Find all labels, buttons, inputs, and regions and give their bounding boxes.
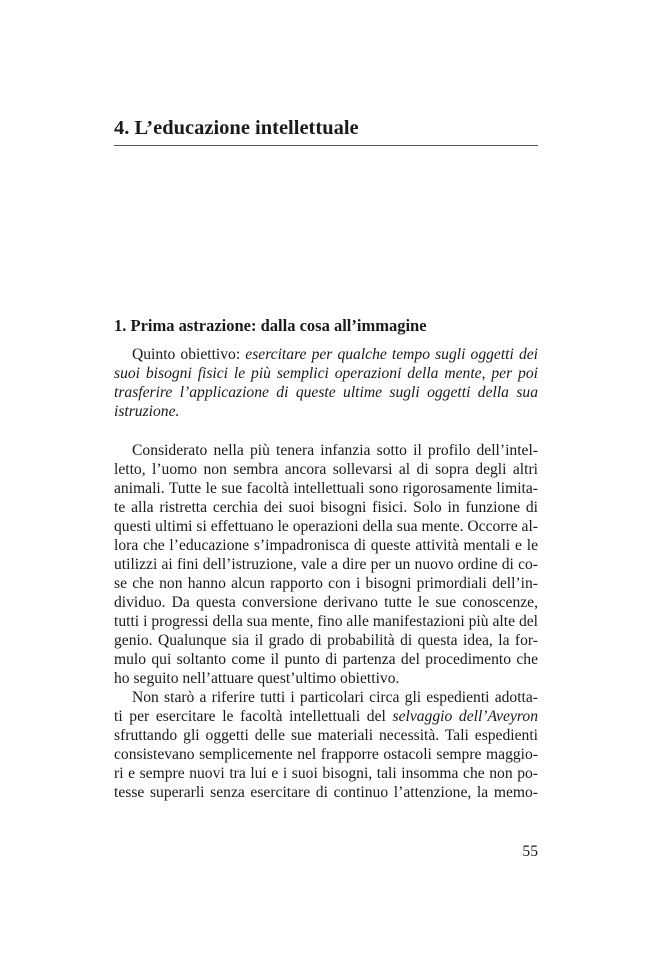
text-line: tutti i progressi della sua mente, fino alle manifestazioni più alte del	[114, 613, 538, 630]
objective-paragraph	[114, 345, 538, 421]
body-text	[114, 441, 538, 802]
text-line: lora che l’educazione s’impadronisca di queste attività mentali e le	[114, 537, 538, 554]
text-line: genio. Qualunque sia il grado di probabilità di questa idea, la for-	[114, 632, 538, 649]
text-line	[114, 707, 538, 726]
text-line	[114, 402, 538, 421]
text-line: mulo qui soltanto come il punto di partenza del procedimento che	[114, 651, 538, 668]
text-line	[114, 383, 538, 402]
text-line	[114, 345, 538, 364]
text-line: utilizzi ai fini dell’istruzione, vale a dire per un nuovo ordine di co-	[114, 556, 538, 573]
objective-italic: istruzione.	[114, 403, 180, 420]
chapter-title-rule	[114, 145, 538, 146]
text-line: sfruttando gli oggetti delle sue materiali necessità. Tali espedienti	[114, 727, 538, 744]
text-line: questi ultimi si effettuano le operazioni della sua mente. Occorre al-	[114, 518, 538, 535]
text-line: ho seguito nell’attuare quest’ultimo obiettivo.	[114, 670, 400, 687]
objective-italic: suoi bisogni fisici le più semplici operazioni della mente, per poi	[114, 365, 538, 382]
text-line: tesse superarli senza esercitare di continuo l’attenzione, la memo-	[114, 784, 538, 801]
objective-italic: trasferire l’applicazione di queste ultime sugli oggetti della sua	[114, 384, 538, 401]
page-number: 55	[522, 843, 538, 860]
text-line: dividuo. Da questa conversione derivano tutte le sue conoscenze,	[114, 594, 538, 611]
text-line: ri e sempre nuovi tra lui e i suoi bisogni, tali insomma che non po-	[114, 765, 538, 782]
text-line	[114, 364, 538, 383]
text-line: te alla ristretta cerchia dei suoi bisogni fisici. Solo in funzione di	[114, 499, 538, 516]
objective-italic: esercitare per qualche tempo sugli oggetti dei	[245, 346, 538, 363]
text-line: Non starò a riferire tutti i particolari circa gli espedienti adotta-	[132, 689, 538, 706]
text-line: se che non hanno alcun rapporto con i bisogni primordiali dell’in-	[114, 575, 538, 592]
objective-lead: Quinto obiettivo:	[132, 346, 246, 363]
chapter-title: 4. L’educazione intellettuale	[114, 117, 359, 139]
section-heading: 1. Prima astrazione: dalla cosa all’immagine	[114, 316, 427, 335]
text-line: animali. Tutte le sue facoltà intellettuali sono rigorosamente limita-	[114, 480, 538, 497]
text-line: Considerato nella più tenera infanzia sotto il profilo dell’intel-	[132, 442, 538, 459]
italic-name: selvaggio dell’Aveyron	[392, 708, 538, 725]
text-span: ti per esercitare le facoltà intellettuali del	[114, 708, 393, 725]
text-line: consistevano semplicemente nel frapporre ostacoli sempre maggio-	[114, 746, 538, 763]
text-line: letto, l’uomo non sembra ancora sollevarsi al di sopra degli altri	[114, 461, 538, 478]
